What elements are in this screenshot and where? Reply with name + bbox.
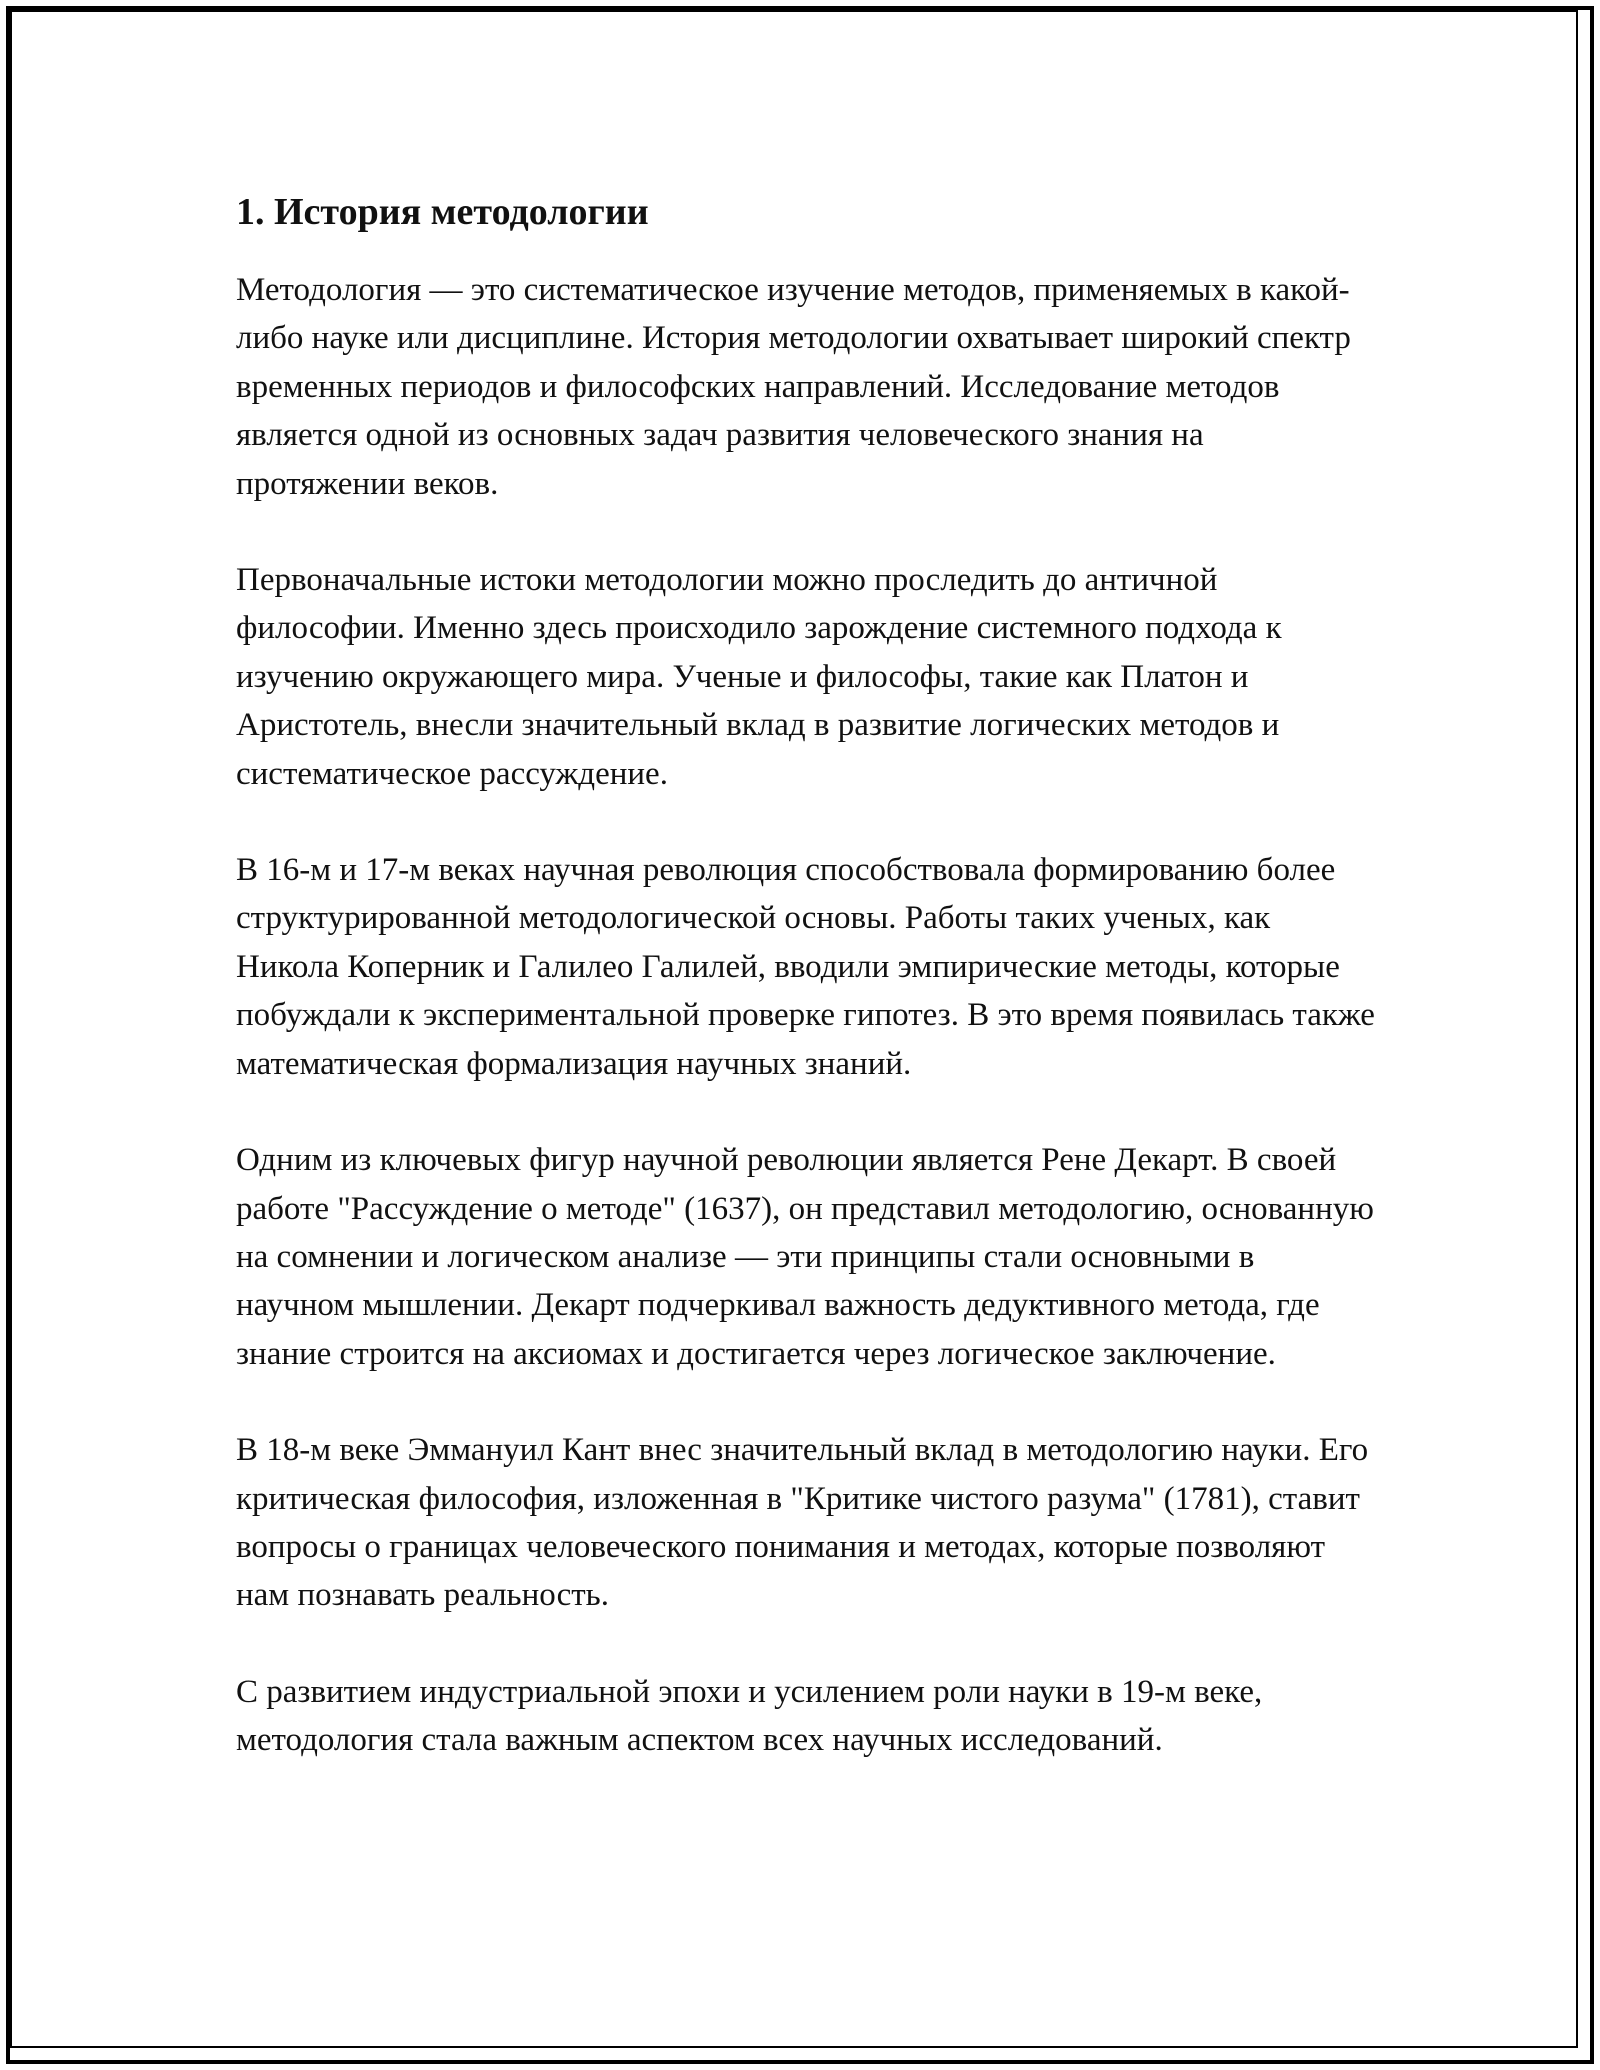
- section-title: 1. История методологии: [236, 191, 649, 233]
- paragraph-industrial-era: С развитием индустриальной эпохи и усилением роли науки в 19-м веке, методология стала важным аспектом всех научных исследований.: [236, 1673, 1263, 1759]
- paragraph-kant: В 18-м веке Эммануил Кант внес значительный вклад в методологию науки. Его критическая философия, изложенная в "Критике чистого разума" (1781), ставит вопросы о границах человеческого понимания и методах, которые позволяют нам познавать реальность.: [236, 1432, 1369, 1614]
- document-body: [236, 186, 1376, 1765]
- paragraph-intro: Методология — это систематическое изучение методов, применяемых в какой-либо науке или дисциплине. История методологии охватывает широкий спектр временных периодов и философских направлений. Исследование методов является одной из основных задач развития человеческого знания на протяжении веков.: [236, 272, 1351, 502]
- paragraph-descartes: Одним из ключевых фигур научной революции является Рене Декарт. В своей работе "Рассуждение о методе" (1637), он представил методологию, основанную на сомнении и логическом анализе — эти принципы стали основными в научном мышлении. Декарт подчеркивал важность дедуктивного метода, где знание строится на аксиомах и достигается через логическое заключение.: [236, 1142, 1374, 1372]
- paragraph-antiquity: Первоначальные истоки методологии можно проследить до античной философии. Именно здесь происходило зарождение системного подхода к изучению окружающего мира. Ученые и философы, такие как Платон и Аристотель, внесли значительный вклад в развитие логических методов и систематическое рассуждение.: [236, 562, 1282, 792]
- paragraph-scientific-revolution: В 16-м и 17-м веках научная революция способствовала формированию более структурированной методологической основы. Работы таких ученых, как Никола Коперник и Галилео Галилей, вводили эмпирические методы, которые побуждали к экспериментальной проверке гипотез. В это время появилась также математическая формализация научных знаний.: [236, 852, 1375, 1082]
